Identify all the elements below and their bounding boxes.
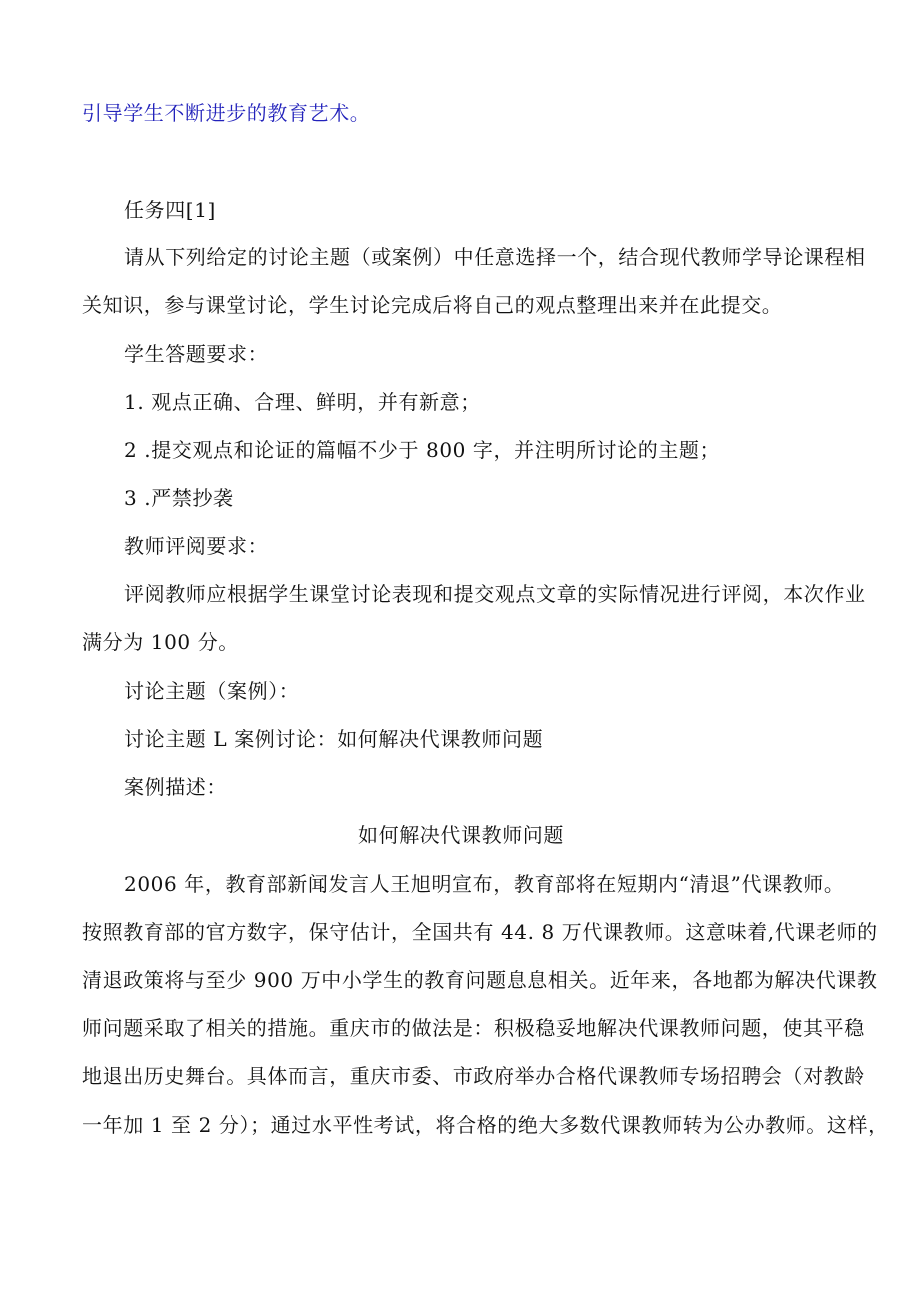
topic-1: 讨论主题 L 案例讨论：如何解决代课教师问题 — [124, 727, 544, 751]
case-paragraph-line: 2006 年，教育部新闻发言人王旭明宣布，教育部将在短期内“清退”代课教师。 — [124, 872, 845, 896]
case-title: 如何解决代课教师问题 — [358, 823, 564, 847]
case-description-heading: 案例描述： — [124, 775, 227, 799]
intro-line: 引导学生不断进步的教育艺术。 — [82, 101, 371, 125]
student-requirement-item: 3 .严禁抄袭 — [124, 486, 234, 510]
case-paragraph-line: 师问题采取了相关的措施。重庆市的做法是：积极稳妥地解决代课教师问题，使其平稳 — [82, 1016, 865, 1040]
instruction-line-1: 请从下列给定的讨论主题（或案例）中任意选择一个，结合现代教师学导论课程相 — [124, 245, 866, 269]
teacher-requirements-heading: 教师评阅要求： — [124, 534, 269, 558]
case-paragraph-line: 一年加 1 至 2 分）；通过水平性考试，将合格的绝大多数代课教师转为公办教师。这样， — [82, 1113, 889, 1137]
task-heading: 任务四[1] — [124, 198, 216, 222]
student-requirements-heading: 学生答题要求： — [124, 342, 269, 366]
teacher-requirements-line-2: 满分为 100 分。 — [82, 630, 239, 654]
student-requirement-item: 2 .提交观点和论证的篇幅不少于 800 字，并注明所讨论的主题； — [124, 438, 721, 462]
case-paragraph-line: 清退政策将与至少 900 万中小学生的教育问题息息相关。近年来，各地都为解决代课教 — [82, 968, 878, 992]
instruction-line-2: 关知识，参与课堂讨论，学生讨论完成后将自己的观点整理出来并在此提交。 — [82, 293, 783, 317]
topics-heading: 讨论主题（案例）： — [124, 679, 300, 703]
teacher-requirements-line-1: 评阅教师应根据学生课堂讨论表现和提交观点文章的实际情况进行评阅，本次作业 — [124, 582, 866, 606]
case-paragraph-line: 地退出历史舞台。具体而言，重庆市委、市政府举办合格代课教师专场招聘会（对教龄 — [82, 1064, 865, 1088]
case-paragraph-line: 按照教育部的官方数字，保守估计，全国共有 44. 8 万代课教师。这意味着,代课老师的 — [82, 920, 878, 944]
student-requirement-item: 1. 观点正确、合理、鲜明，并有新意； — [124, 390, 481, 414]
